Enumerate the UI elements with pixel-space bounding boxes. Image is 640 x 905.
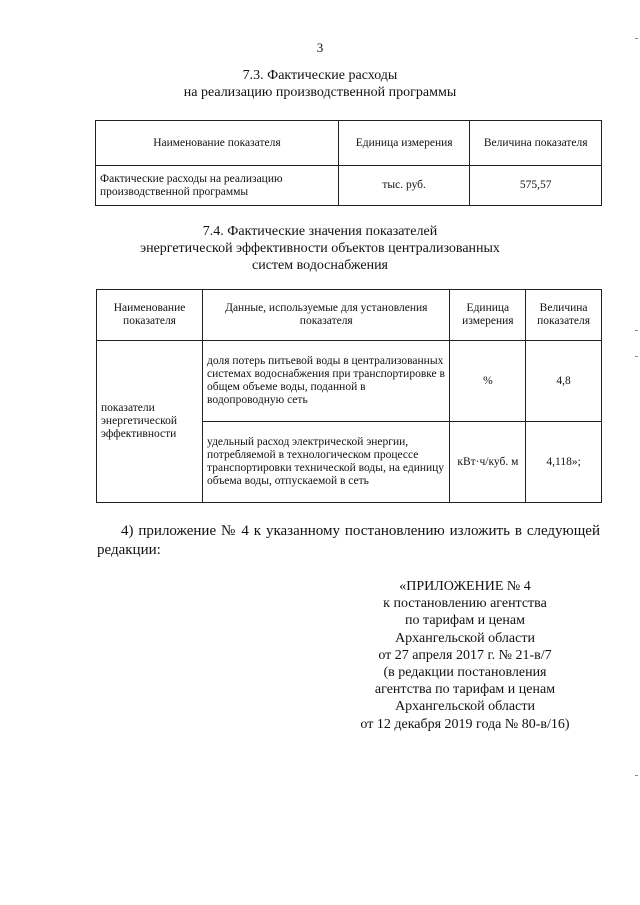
- column-header-value: Величина показателя: [470, 121, 602, 166]
- section-7-4-title-line2: энергетической эффективности объектов централизованных: [140, 241, 500, 256]
- section-7-3-title: [0, 67, 640, 101]
- data-cell: доля потерь питьевой воды в централизованных системах водоснабжения при транспортировке в общем объеме воды, поданной в водопроводную сеть: [203, 341, 450, 422]
- table-row: [97, 341, 602, 422]
- column-header-unit: Единица измерения: [338, 121, 470, 166]
- expenses-name-cell: Фактические расходы на реализацию производственной программы: [96, 166, 339, 206]
- page-number: 3: [316, 40, 324, 55]
- appendix-line: (в редакции постановления: [383, 665, 547, 681]
- expenses-value-cell: 575,57: [470, 166, 602, 206]
- column-header-data: Данные, используемые для установления показателя: [203, 290, 450, 341]
- expenses-table: [95, 120, 602, 206]
- scan-mark: [635, 330, 638, 331]
- scan-mark: [635, 775, 638, 776]
- appendix-line: от 27 апреля 2017 г. № 21-в/7: [378, 647, 552, 663]
- appendix-line: от 12 декабря 2019 года № 80-в/16): [360, 716, 570, 732]
- section-7-4-title-line3: систем водоснабжения: [251, 258, 388, 273]
- value-cell: 4,118»;: [526, 422, 602, 503]
- expenses-unit-cell: тыс. руб.: [338, 166, 470, 206]
- appendix-line: «ПРИЛОЖЕНИЕ № 4: [399, 579, 531, 594]
- group-name-cell: показатели энергетической эффективности: [97, 341, 203, 503]
- unit-cell: кВт·ч/куб. м: [450, 422, 526, 503]
- section-7-3-title-line1: 7.3. Фактические расходы: [242, 68, 398, 83]
- body-paragraph: 4) приложение № 4 к указанному постановлению изложить в следующей редакции:: [97, 523, 600, 558]
- section-7-4-title: [0, 223, 640, 274]
- column-header-name: Наименование показателя: [97, 290, 203, 341]
- appendix-line: по тарифам и ценам: [405, 613, 525, 629]
- efficiency-table: [96, 289, 602, 503]
- appendix-line: агентства по тарифам и ценам: [374, 682, 556, 698]
- appendix-line: Архангельской области: [395, 630, 535, 646]
- appendix-line: к постановлению агентства: [383, 596, 547, 612]
- column-header-value: Величина показателя: [526, 290, 602, 341]
- table-row: [96, 166, 602, 206]
- column-header-name: Наименование показателя: [96, 121, 339, 166]
- scan-mark: [635, 356, 638, 357]
- table-header-row: [96, 121, 602, 166]
- column-header-unit: Единица измерения: [450, 290, 526, 341]
- table-header-row: [97, 290, 602, 341]
- scan-mark: [635, 38, 638, 39]
- section-7-3-title-line2: на реализацию производственной программы: [183, 85, 457, 100]
- appendix-line: Архангельской области: [395, 699, 535, 715]
- section-7-4-title-line1: 7.4. Фактические значения показателей: [202, 224, 438, 239]
- value-cell: 4,8: [526, 341, 602, 422]
- appendix-header: [340, 578, 590, 733]
- data-cell: удельный расход электрической энергии, потребляемой в технологическом процессе транспортировки технической воды, на единицу объема воды, отпускаемой в сеть: [203, 422, 450, 503]
- unit-cell: %: [450, 341, 526, 422]
